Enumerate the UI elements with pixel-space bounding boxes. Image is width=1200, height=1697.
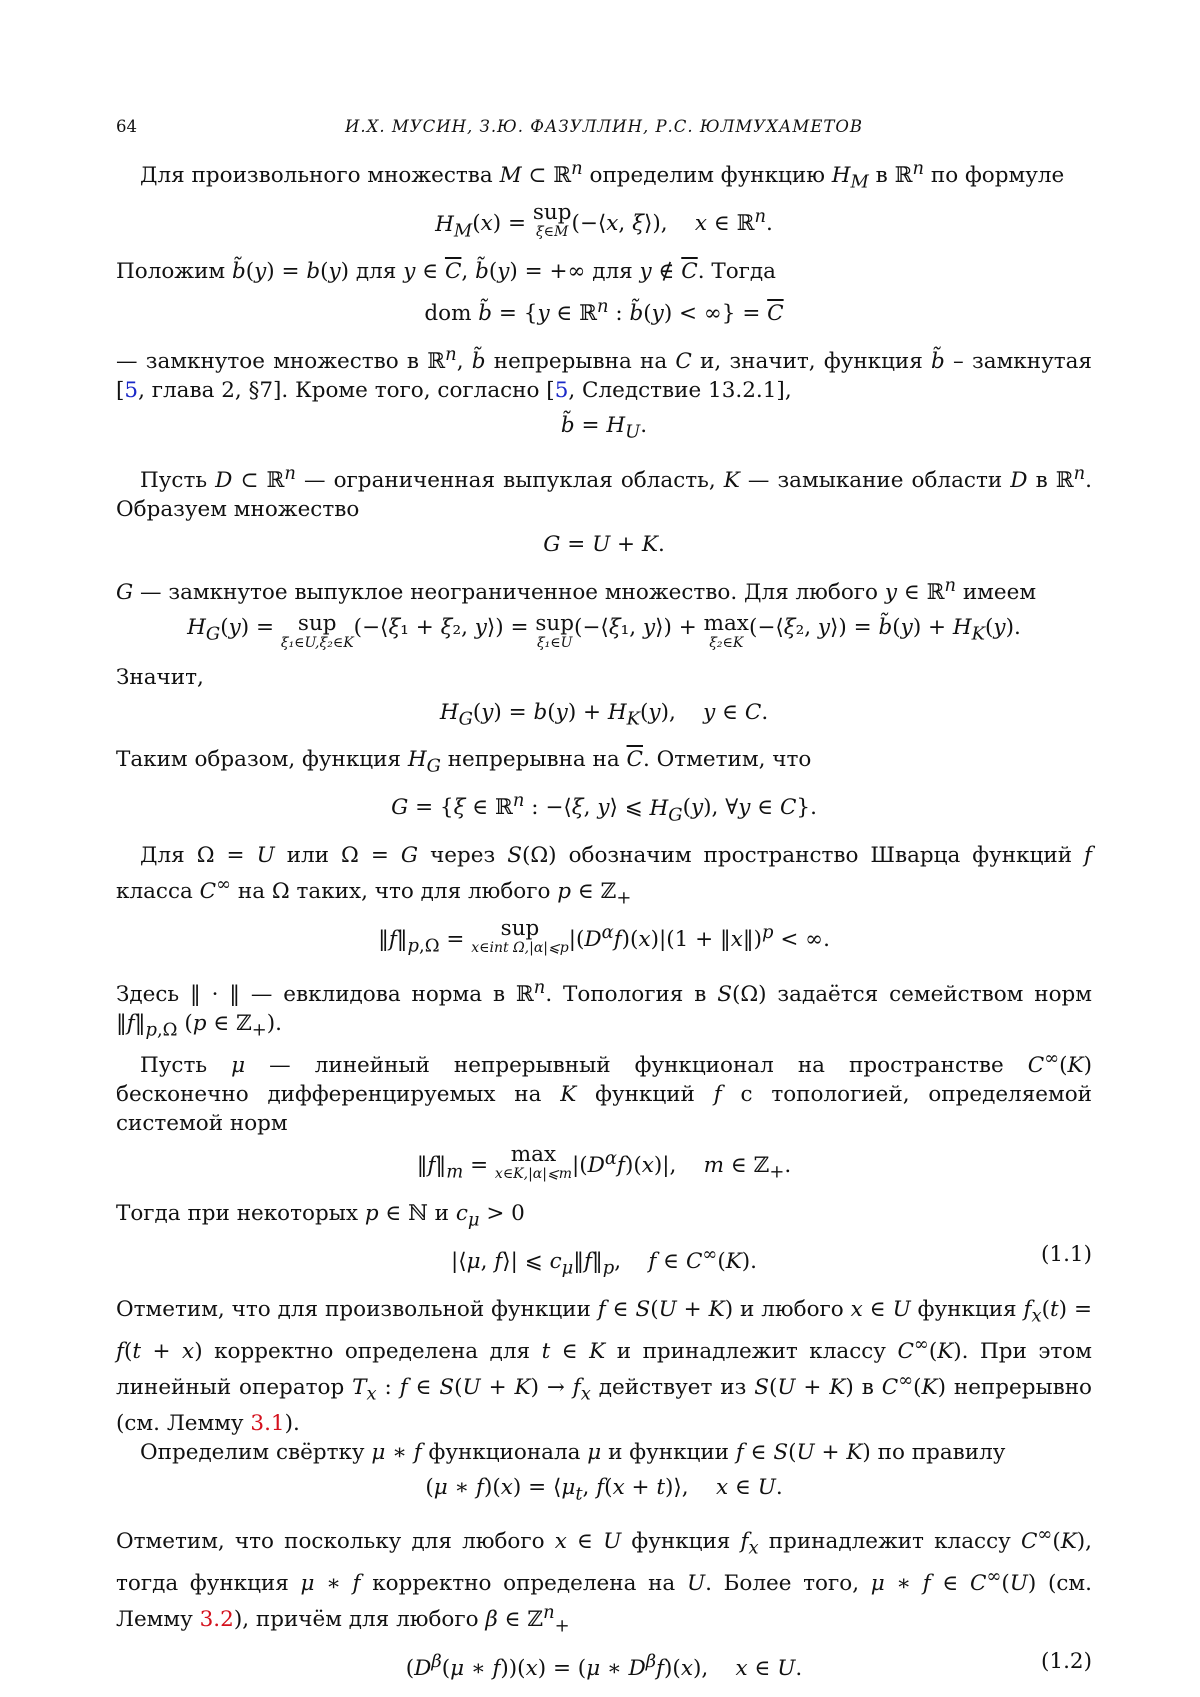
citation-link[interactable]: 5 [554, 378, 569, 404]
paragraph-domain-D: Пусть D ⊂ ℝ$^n$ — ограниченная выпуклая область, K — замыкание области D в ℝ$^n$. Образуем множество [116, 462, 1093, 522]
equation-number: (1.2) [1041, 1648, 1092, 1674]
equation-1-2: ($D^\beta(\mu$ ∗ f))(x) = (μ ∗ $D^\beta f)(x)$, x ∈ U. (1.2) [405, 1648, 1092, 1682]
lemma-link[interactable]: 3.1 [250, 1410, 285, 1436]
paragraph-closed-set: — замкнутое множество в ℝ$^n$, b̃ непрерывна на C и, значит, функция b̃ – замкнутая [5, глава 2, §7]. Кроме того, согласно [5, Следствие 13.2.1], [116, 344, 1092, 404]
equation-HG-sup: $H_G(y)$ = sup ξ₁∈U,ξ₂∈K (−⟨ξ₁ + ξ₂, y⟩) = sup ξ₁∈U (−⟨ξ₁, y⟩) + max ξ₂∈K (−⟨ξ₂, y⟩) = b̃(y) + $H_K(y)$. [187, 610, 1021, 651]
equation-norm-p: $‖f‖_{p,\Omega}$ = sup x∈int Ω,|α|⩽p $|(D^\alpha f)(x)|(1$ + ‖x‖)$^p$ < ∞. [378, 916, 830, 957]
equation-1-1: |⟨μ, f⟩| ⩽ $c_\mu‖f‖_p$, f ∈ C∞(K). (1.1) [450, 1242, 1092, 1279]
equation-number: (1.1) [1041, 1242, 1092, 1268]
paragraph-then: Тогда при некоторых p ∈ ℕ и $c_\mu > 0$ [116, 1200, 525, 1231]
citation-link[interactable]: 5 [124, 378, 139, 404]
equation-b-HU: b̃ = $H_U$. [560, 413, 648, 443]
running-header [116, 100, 1092, 136]
paragraph-functional-mu: Пусть μ — линейный непрерывный функционал на пространстве C∞(K) бесконечно дифференцируемых на K функций f с топологией, определяемой системой норм [116, 1048, 1093, 1137]
paragraph-G-closed: G — замкнутое выпуклое неограниченное множество. Для любого y ∈ ℝ$^n$ имеем [116, 574, 1037, 605]
running-title-authors: И.Х. МУСИН, З.Ю. ФАЗУЛЛИН, Р.С. ЮЛМУХАМЕТОВ [344, 117, 864, 136]
paragraph-convolution-def: Определим свёртку μ ∗ f функционала μ и функции f ∈ S(U + K) по правилу [140, 1439, 1006, 1465]
paragraph-hence: Значит, [116, 664, 204, 690]
paper-page [116, 100, 1092, 1695]
equation-norm-m: $‖f‖_m = \max$ x∈K,|α|⩽m $|(D^\alpha f)(x)|$, m ∈ ℤ$_+$. [416, 1142, 792, 1183]
equation-G-set: G = {ξ ∈ ℝ$^n$ : −⟨ξ, y⟩ ⩽ $H_G(y)$, ∀y ∈ C}. [391, 790, 817, 825]
lemma-link[interactable]: 3.2 [199, 1607, 234, 1633]
equation-dom: dom b̃ = {y ∈ ℝ$^n$ : b̃(y) < ∞} = $\overline{C}$ [424, 295, 784, 327]
paragraph-schwartz: Для Ω = U или Ω = G через S(Ω) обозначим пространство Шварца функций f класса C∞ на Ω таких, что для любого p ∈ ℤ$_+$ [116, 842, 1093, 909]
page-number: 64 [116, 117, 137, 136]
paragraph-HG-continuous: Таким образом, функция $H_G$ непрерывна на $\overline{C}$. Отметим, что [116, 747, 812, 777]
paragraph-euclid-norm: Здесь ‖ · ‖ — евклидова норма в ℝ$^n$. Топология в S(Ω) задаётся семейством норм $‖f‖_{p,\Omega}$ (p ∈ ℤ$_+$). [116, 976, 1092, 1041]
paragraph-shift: Отметим, что для произвольной функции f ∈ S(U + K) и любого x ∈ U функция $f_x(t) = f(t + x)$ корректно определена для t ∈ K и принадлежит классу C∞(K). При этом линейный оператор $T_x$ : f ∈ $S(U + K) \to f_x$ действует из S(U + K) в C∞(K) непрерывно (см. Лемму 3.1). [116, 1296, 1092, 1436]
equation-convolution: (μ ∗ $f)(x) = ⟨\mu_t$, f(x + t)⟩, x ∈ U. [425, 1474, 783, 1504]
paragraph-convolution-defined: Отметим, что поскольку для любого x ∈ U функция $f_x$ принадлежит классу C∞(K), тогда функция μ ∗ f корректно определена на U. Более того, μ ∗ f ∈ C∞(U) (см. Лемму 3.2), причём для любого β ∈ ℤ$^n_+$ [116, 1523, 1092, 1637]
equation-HM: $H_M(x)$ = sup ξ∈M (−⟨x, ξ⟩), x ∈ ℝ$^n$. [435, 200, 773, 241]
equation-HG-b: $H_G(y) = b(y) + H_K(y)$, y ∈ C. [439, 699, 769, 730]
paragraph-def-HM: Для произвольного множества M ⊂ ℝ$^n$ определим функцию $H_M$ в ℝ$^n$ по формуле [140, 158, 1065, 193]
paragraph-b-tilde: Положим b̃(y) = b(y) для y ∈ $\overline{C}$, b̃(y) = +∞ для y ∉ $\overline{C}$. Тогда [116, 258, 776, 284]
equation-G: G = U + K. [543, 531, 665, 557]
